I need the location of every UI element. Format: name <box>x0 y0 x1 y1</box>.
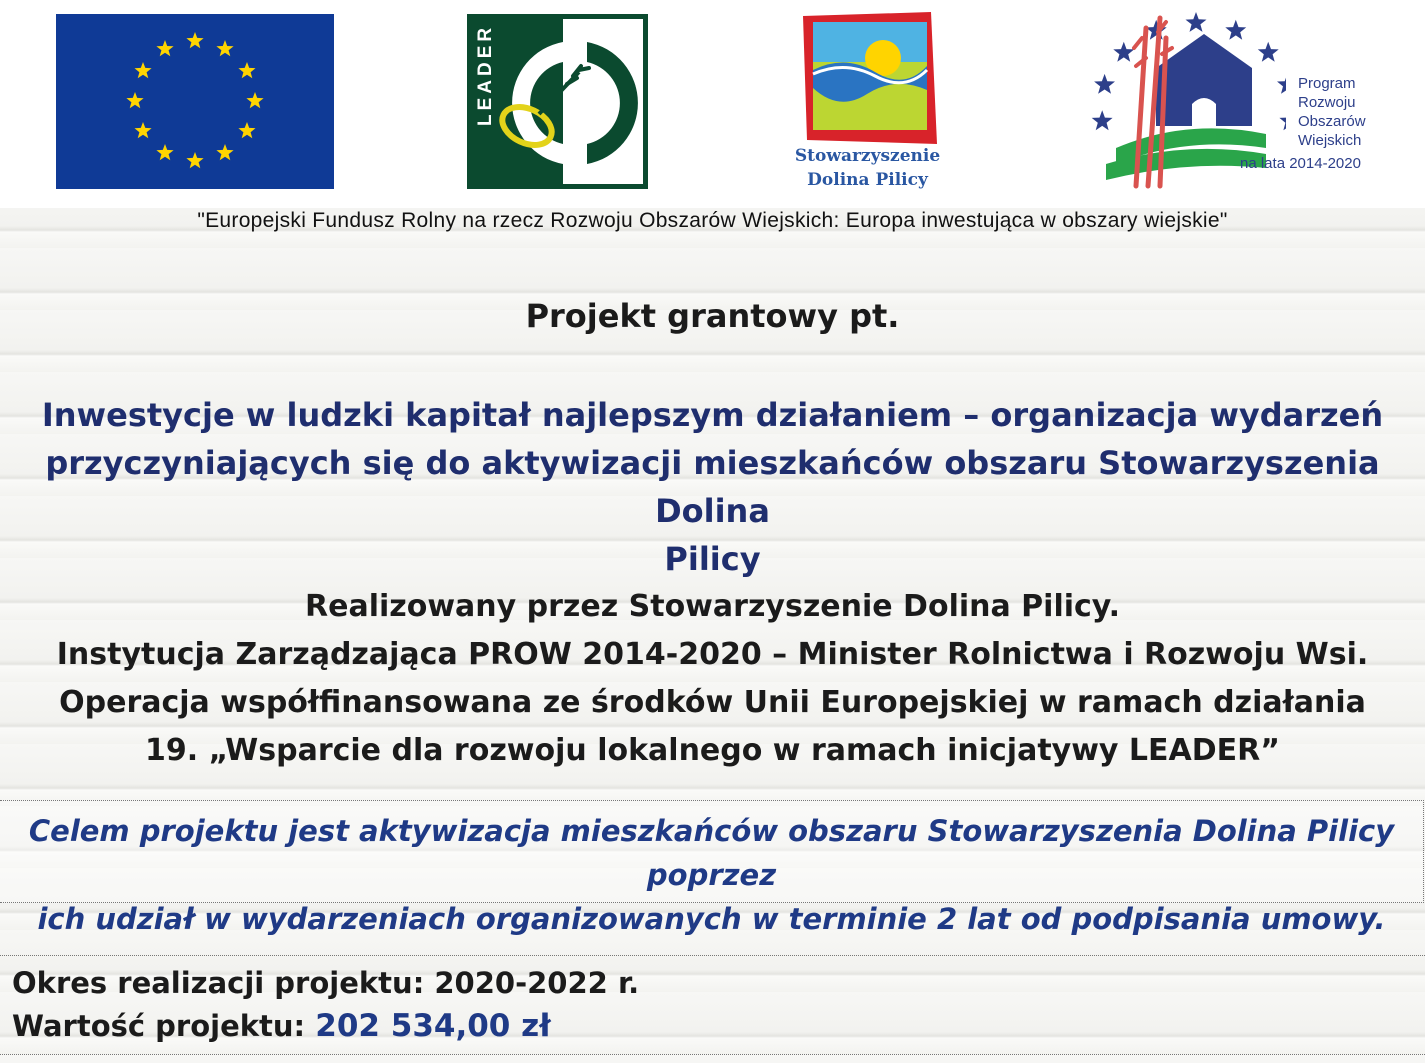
realization-period: Okres realizacji projektu: 2020-2022 r. <box>12 966 640 1000</box>
prow-star-icon <box>1258 42 1279 62</box>
eu-star-icon <box>126 92 143 108</box>
goal-line2: ich udział w wydarzeniach organizowanych w terminie 2 lat od podpisania umowy. <box>37 902 1386 936</box>
goal-text <box>0 809 1423 941</box>
eu-star-icon <box>135 122 152 138</box>
goal-line1: Celem projektu jest aktywizacja mieszkańców obszaru Stowarzyszenia Dolina Pilicy poprzez <box>28 814 1395 892</box>
eu-star-icon <box>216 40 233 56</box>
project-title <box>10 391 1415 583</box>
project-value <box>12 1008 551 1044</box>
sdp-logo-text-line1: Stowarzyszenie <box>794 146 941 166</box>
project-value-label: Wartość projektu: <box>12 1009 316 1043</box>
prow-years-text: na lata 2014-2020 <box>1240 155 1361 172</box>
eu-star-icon <box>216 144 233 160</box>
prow-text-program: Program <box>1298 75 1356 92</box>
prow-star-icon <box>1186 12 1207 32</box>
eu-star-icon <box>186 152 203 168</box>
eu-star-icon <box>238 122 255 138</box>
prow-star-icon <box>1279 110 1286 130</box>
stowarzyszenie-dolina-pilicy-logo <box>785 10 950 195</box>
prow-star-icon <box>1225 20 1246 40</box>
prow-star-icon <box>1094 74 1115 94</box>
project-title-line1: Inwestycje w ludzki kapitał najlepszym działaniem – organizacja wydarzeń <box>41 396 1384 434</box>
measure-line: 19. „Wsparcie dla rozwoju lokalnego w ramach inicjatywy LEADER” <box>145 733 1280 768</box>
eu-star-icon <box>156 40 173 56</box>
eu-star-icon <box>135 62 152 78</box>
eu-star-icon <box>238 62 255 78</box>
grant-heading: Projekt grantowy pt. <box>525 297 900 335</box>
prow-star-icon <box>1277 74 1286 94</box>
prow-text-wiejskich: Wiejskich <box>1298 132 1362 149</box>
fund-title: "Europejski Fundusz Rolny na rzecz Rozwoju Obszarów Wiejskich: Europa inwestująca w obszary wiejskie" <box>197 209 1228 232</box>
logo-bar <box>0 0 1425 208</box>
project-value-amount: 202 534,00 zł <box>315 1008 551 1044</box>
eu-star-icon <box>156 144 173 160</box>
prow-star-icon <box>1092 110 1113 130</box>
eu-star-icon <box>246 92 263 108</box>
eu-star-icon <box>186 32 203 48</box>
sdp-logo-text-line2: Dolina Pilicy <box>807 170 928 190</box>
project-title-line3: Pilicy <box>664 540 761 578</box>
managing-authority-line: Instytucja Zarządzająca PROW 2014-2020 – Minister Rolnictwa i Rozwoju Wsi. <box>56 637 1369 672</box>
implementation-info <box>0 583 1425 775</box>
divider <box>0 1054 1425 1055</box>
prow-text-obszarow: Obszarów <box>1298 113 1366 130</box>
project-title-line2: przyczyniających się do aktywizacji mieszkańców obszaru Stowarzyszenia Dolina <box>45 444 1380 530</box>
prow-logo <box>1076 8 1386 193</box>
goal-box <box>0 800 1424 936</box>
prow-star-icon <box>1113 42 1134 62</box>
cofinancing-line: Operacja współfinansowana ze środków Unii Europejskiej w ramach działania <box>59 685 1366 720</box>
leader-logo-text: LEADER <box>475 23 496 126</box>
eu-stars-icon <box>56 14 334 189</box>
divider <box>0 955 1425 956</box>
prow-text-rozwoju: Rozwoju <box>1298 94 1356 111</box>
leader-logo <box>467 14 648 189</box>
eu-flag-logo <box>56 14 334 189</box>
implemented-by-line: Realizowany przez Stowarzyszenie Dolina Pilicy. <box>305 589 1120 624</box>
